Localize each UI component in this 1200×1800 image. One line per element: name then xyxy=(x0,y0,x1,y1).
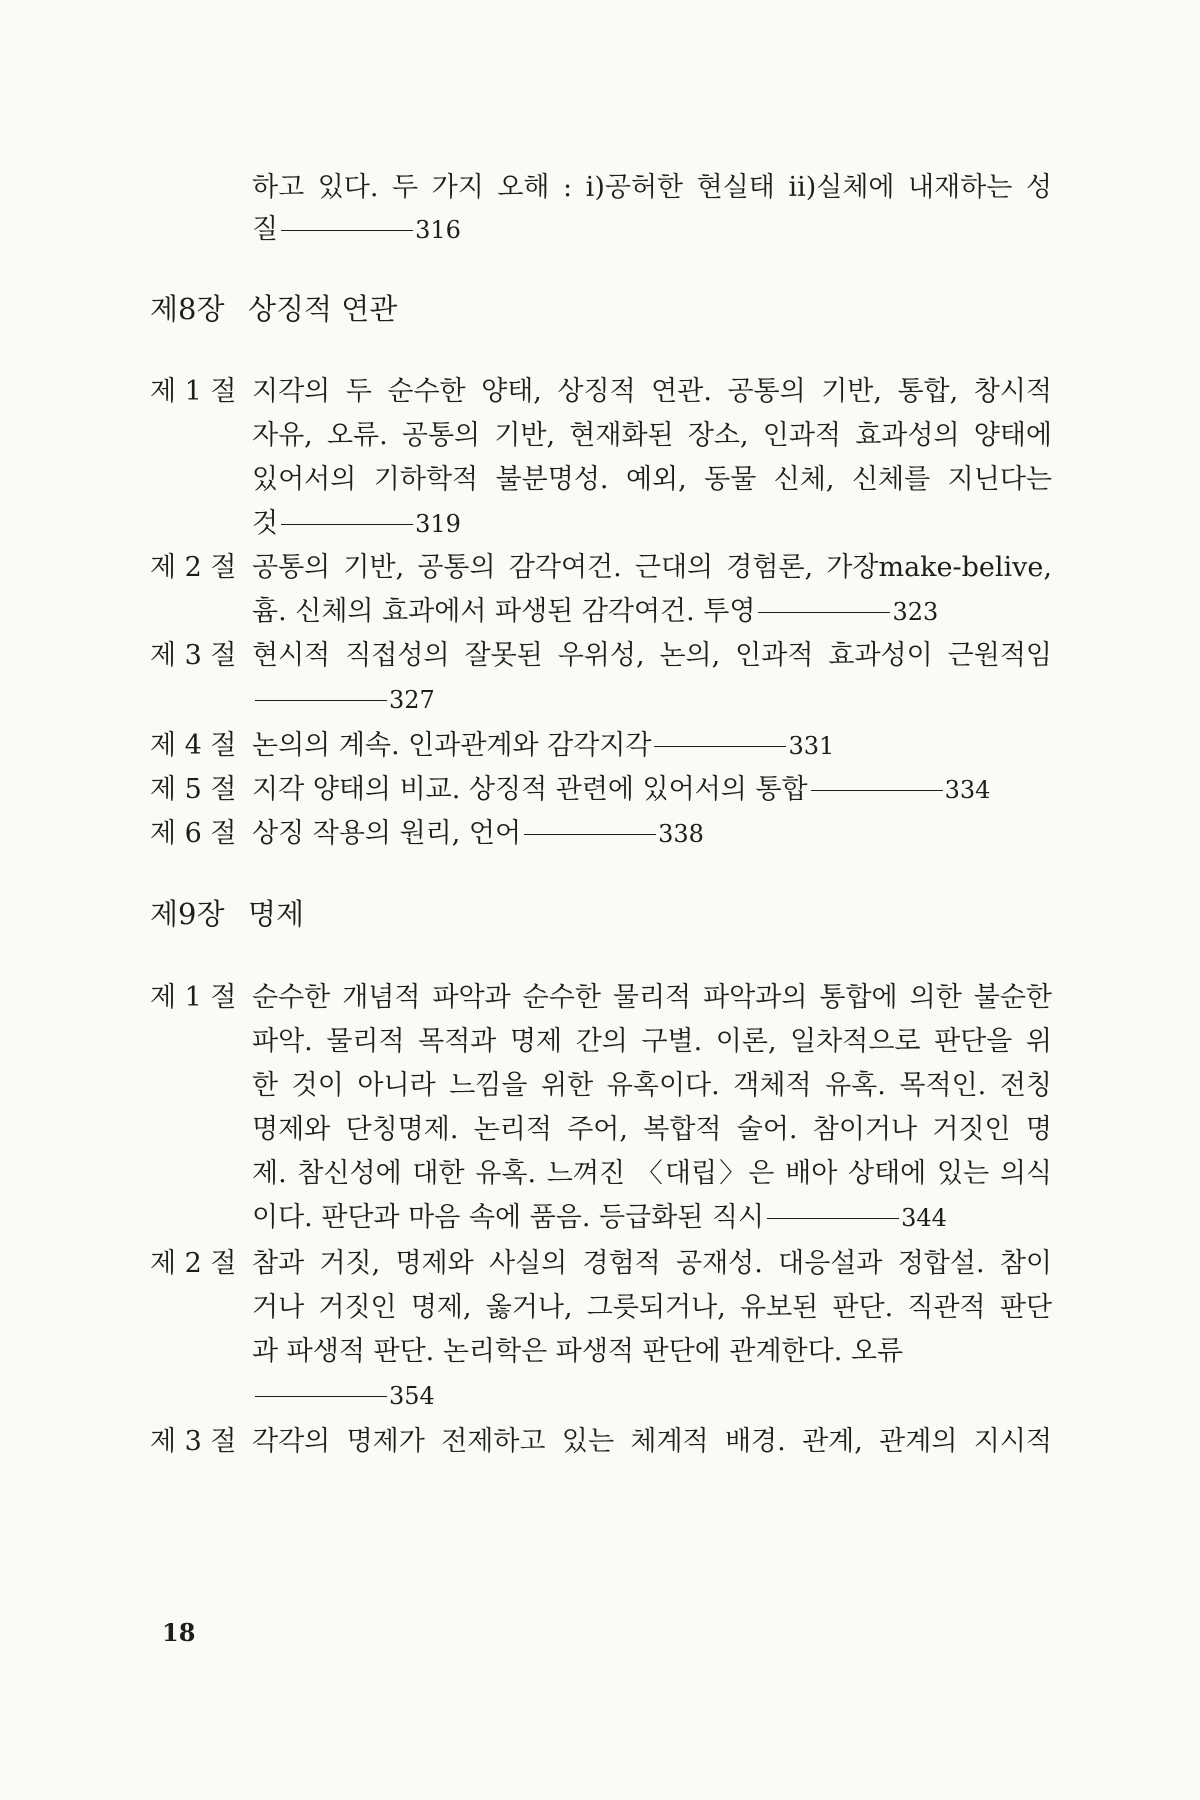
section-line xyxy=(252,504,1052,544)
chapter-label: 제9장 xyxy=(150,897,225,931)
section-label: 제 3 절 xyxy=(150,640,237,671)
leader-dash xyxy=(524,834,656,835)
leader-dash xyxy=(281,230,413,231)
section-label: 제 1 절 xyxy=(150,376,237,407)
section-line: 참과 거짓, 명제와 사실의 경험적 공재성. 대응설과 정합설. 참이 xyxy=(252,1248,1052,1279)
line-text: 것 xyxy=(252,508,279,539)
line-text: 상징 작용의 원리, 언어 xyxy=(252,818,522,849)
line-text: 이다. 판단과 마음 속에 품음. 등급화된 직시 xyxy=(252,1202,765,1233)
page-ref: 354 xyxy=(389,1382,435,1410)
page-ref: 316 xyxy=(415,216,461,244)
chapter-title: 상징적 연관 xyxy=(248,292,398,326)
page-ref: 338 xyxy=(658,820,704,848)
section-line xyxy=(252,680,1052,720)
section-line: 파악. 물리적 목적과 명제 간의 구별. 이론, 일차적으로 판단을 위 xyxy=(252,1026,1052,1057)
page-number: 18 xyxy=(162,1618,196,1647)
section-line: 한 것이 아니라 느낌을 위한 유혹이다. 객체적 유혹. 목적인. 전칭 xyxy=(252,1070,1052,1101)
section-label: 제 6 절 xyxy=(150,818,237,849)
section-line: 과 파생적 판단. 논리학은 파생적 판단에 관계한다. 오류 xyxy=(252,1336,904,1367)
line-text: 논의의 계속. 인과관계와 감각지각 xyxy=(252,730,652,761)
page-ref: 323 xyxy=(892,598,939,626)
intro-line-2 xyxy=(252,210,1052,250)
section-label: 제 1 절 xyxy=(150,982,237,1013)
leader-dash xyxy=(767,1218,899,1219)
leader-dash xyxy=(255,1396,387,1397)
section-line xyxy=(252,814,1052,854)
page-ref: 334 xyxy=(944,776,991,804)
section-label: 제 5 절 xyxy=(150,774,237,805)
section-line: 제. 참신성에 대한 유혹. 느껴진 〈대립〉은 배아 상태에 있는 의식 xyxy=(252,1158,1052,1189)
line-text: 흄. 신체의 효과에서 파생된 감각여건. 투영 xyxy=(252,596,756,627)
chapter-label: 제8장 xyxy=(150,292,225,326)
section-line xyxy=(252,1376,1052,1416)
leader-dash xyxy=(654,746,786,747)
chapter-title: 명제 xyxy=(248,897,305,931)
leader-dash xyxy=(281,524,413,525)
leader-dash xyxy=(255,700,387,701)
section-label: 제 2 절 xyxy=(150,552,237,583)
section-line xyxy=(252,592,1052,632)
intro-line-1: 하고 있다. 두 가지 오해 : i)공허한 현실태 ii)실체에 내재하는 성 xyxy=(252,172,1052,203)
line-text: 지각 양태의 비교. 상징적 관련에 있어서의 통합 xyxy=(252,774,808,805)
chapter-heading xyxy=(150,892,304,936)
line-text: 질 xyxy=(252,214,279,245)
chapter-heading xyxy=(150,287,397,331)
page-ref: 319 xyxy=(415,510,461,538)
section-line: 있어서의 기하학적 불분명성. 예외, 동물 신체, 신체를 지닌다는 xyxy=(252,464,1052,495)
section-line: 순수한 개념적 파악과 순수한 물리적 파악과의 통합에 의한 불순한 xyxy=(252,982,1052,1013)
section-line: 명제와 단칭명제. 논리적 주어, 복합적 술어. 참이거나 거짓인 명 xyxy=(252,1114,1052,1145)
page-ref: 331 xyxy=(788,732,835,760)
section-line: 현시적 직접성의 잘못된 우위성, 논의, 인과적 효과성이 근원적임 xyxy=(252,640,1052,671)
section-line xyxy=(252,1198,1052,1238)
page-ref: 344 xyxy=(901,1204,947,1232)
page-ref: 327 xyxy=(389,686,435,714)
section-label: 제 3 절 xyxy=(150,1426,237,1457)
section-line: 거나 거짓인 명제, 옳거나, 그릇되거나, 유보된 판단. 직관적 판단 xyxy=(252,1292,1052,1323)
section-line: 각각의 명제가 전제하고 있는 체계적 배경. 관계, 관계의 지시적 xyxy=(252,1426,1052,1457)
section-line: 지각의 두 순수한 양태, 상징적 연관. 공통의 기반, 통합, 창시적 xyxy=(252,376,1052,407)
section-line xyxy=(252,770,1052,810)
section-line: 자유, 오류. 공통의 기반, 현재화된 장소, 인과적 효과성의 양태에 xyxy=(252,420,1052,451)
leader-dash xyxy=(758,612,890,613)
leader-dash xyxy=(811,790,943,791)
section-line: 공통의 기반, 공통의 감각여건. 근대의 경험론, 가장make-belive, xyxy=(252,552,1052,583)
section-label: 제 2 절 xyxy=(150,1248,237,1279)
section-label: 제 4 절 xyxy=(150,730,237,761)
section-line xyxy=(252,726,1052,766)
